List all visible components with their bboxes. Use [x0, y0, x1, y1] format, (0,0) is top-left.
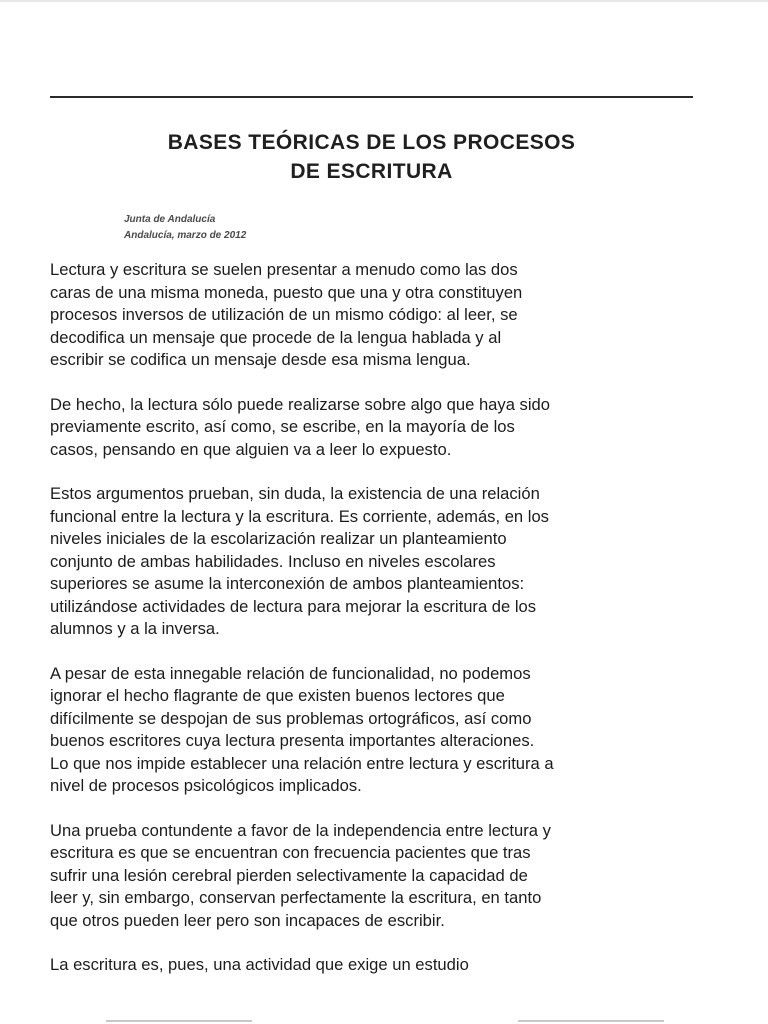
text-line: escribir se codifica un mensaje desde esa misma lengua.	[50, 350, 471, 369]
text-line: La escritura es, pues, una actividad que exige un estudio	[50, 955, 469, 974]
document-body	[50, 259, 710, 977]
text-line: nivel de procesos psicológicos implicados.	[50, 776, 362, 795]
paragraph-gap	[50, 461, 710, 483]
text-line: buenos escritores cuya lectura presenta importantes alteraciones.	[50, 731, 535, 750]
footer-mark-right	[518, 1020, 664, 1022]
text-line: Una prueba contundente a favor de la independencia entre lectura y	[50, 820, 551, 840]
text-line: Lectura y escritura se suelen presentar a menudo como las dos	[50, 260, 518, 279]
document-source: Junta de Andalucía	[124, 214, 216, 225]
paragraph	[50, 663, 710, 798]
text-line: decodifica un mensaje que procede de la lengua hablada y al	[50, 327, 502, 347]
paragraph-gap	[50, 932, 710, 954]
text-line: procesos inversos de utilización de un mismo código: al leer, se	[50, 305, 518, 324]
paragraph-gap	[50, 798, 710, 820]
page-top-edge	[0, 0, 768, 2]
paragraph-gap	[50, 641, 710, 663]
paragraph	[50, 259, 710, 372]
paragraph-gap	[50, 372, 710, 394]
text-line: De hecho, la lectura sólo puede realizarse sobre algo que haya sido	[50, 394, 550, 414]
text-line: conjunto de ambas habilidades. Incluso en niveles escolares	[50, 551, 496, 571]
text-line: Lo que nos impide establecer una relación entre lectura y escritura a	[50, 753, 554, 773]
text-line: casos, pensando en que alguien va a leer lo expuesto.	[50, 439, 452, 459]
text-line: difícilmente se despojan de sus problemas ortográficos, así como	[50, 708, 532, 728]
text-line: utilizándose actividades de lectura para mejorar la escritura de los	[50, 596, 537, 616]
paragraph	[50, 394, 710, 462]
document-meta	[124, 212, 246, 244]
text-line: ignorar el hecho flagrante de que existen buenos lectores que	[50, 686, 505, 705]
text-line: Estos argumentos prueban, sin duda, la existencia de una relación	[50, 484, 540, 503]
text-line: escritura es que se encuentran con frecuencia pacientes que tras	[50, 843, 531, 862]
text-line: sufrir una lesión cerebral pierden selectivamente la capacidad de	[50, 865, 528, 885]
document-place-date: Andalucía, marzo de 2012	[124, 230, 247, 241]
text-line: caras de una misma moneda, puesto que una y otra constituyen	[50, 282, 523, 302]
text-line: funcional entre la lectura y la escritura. Es corriente, además, en los	[50, 506, 549, 526]
text-line: superiores se asume la interconexión de ambos planteamientos:	[50, 574, 525, 593]
header-rule	[50, 96, 693, 98]
paragraph	[50, 954, 710, 977]
title-line: BASES TEÓRICAS DE LOS PROCESOS	[167, 131, 576, 154]
text-line: niveles iniciales de la escolarización realizar un planteamiento	[50, 529, 507, 548]
footer-mark-left	[106, 1020, 252, 1022]
text-line: que otros pueden leer pero son incapaces de escribir.	[50, 910, 445, 930]
title-line: DE ESCRITURA	[290, 160, 453, 183]
text-line: previamente escrito, así como, se escribe, en la mayoría de los	[50, 417, 515, 436]
paragraph	[50, 483, 710, 641]
text-line: alumnos y a la inversa.	[50, 619, 220, 638]
text-line: A pesar de esta innegable relación de funcionalidad, no podemos	[50, 663, 531, 683]
paragraph	[50, 820, 710, 933]
text-line: leer y, sin embargo, conservan perfectamente la escritura, en tanto	[50, 888, 542, 907]
document-title	[50, 128, 693, 186]
